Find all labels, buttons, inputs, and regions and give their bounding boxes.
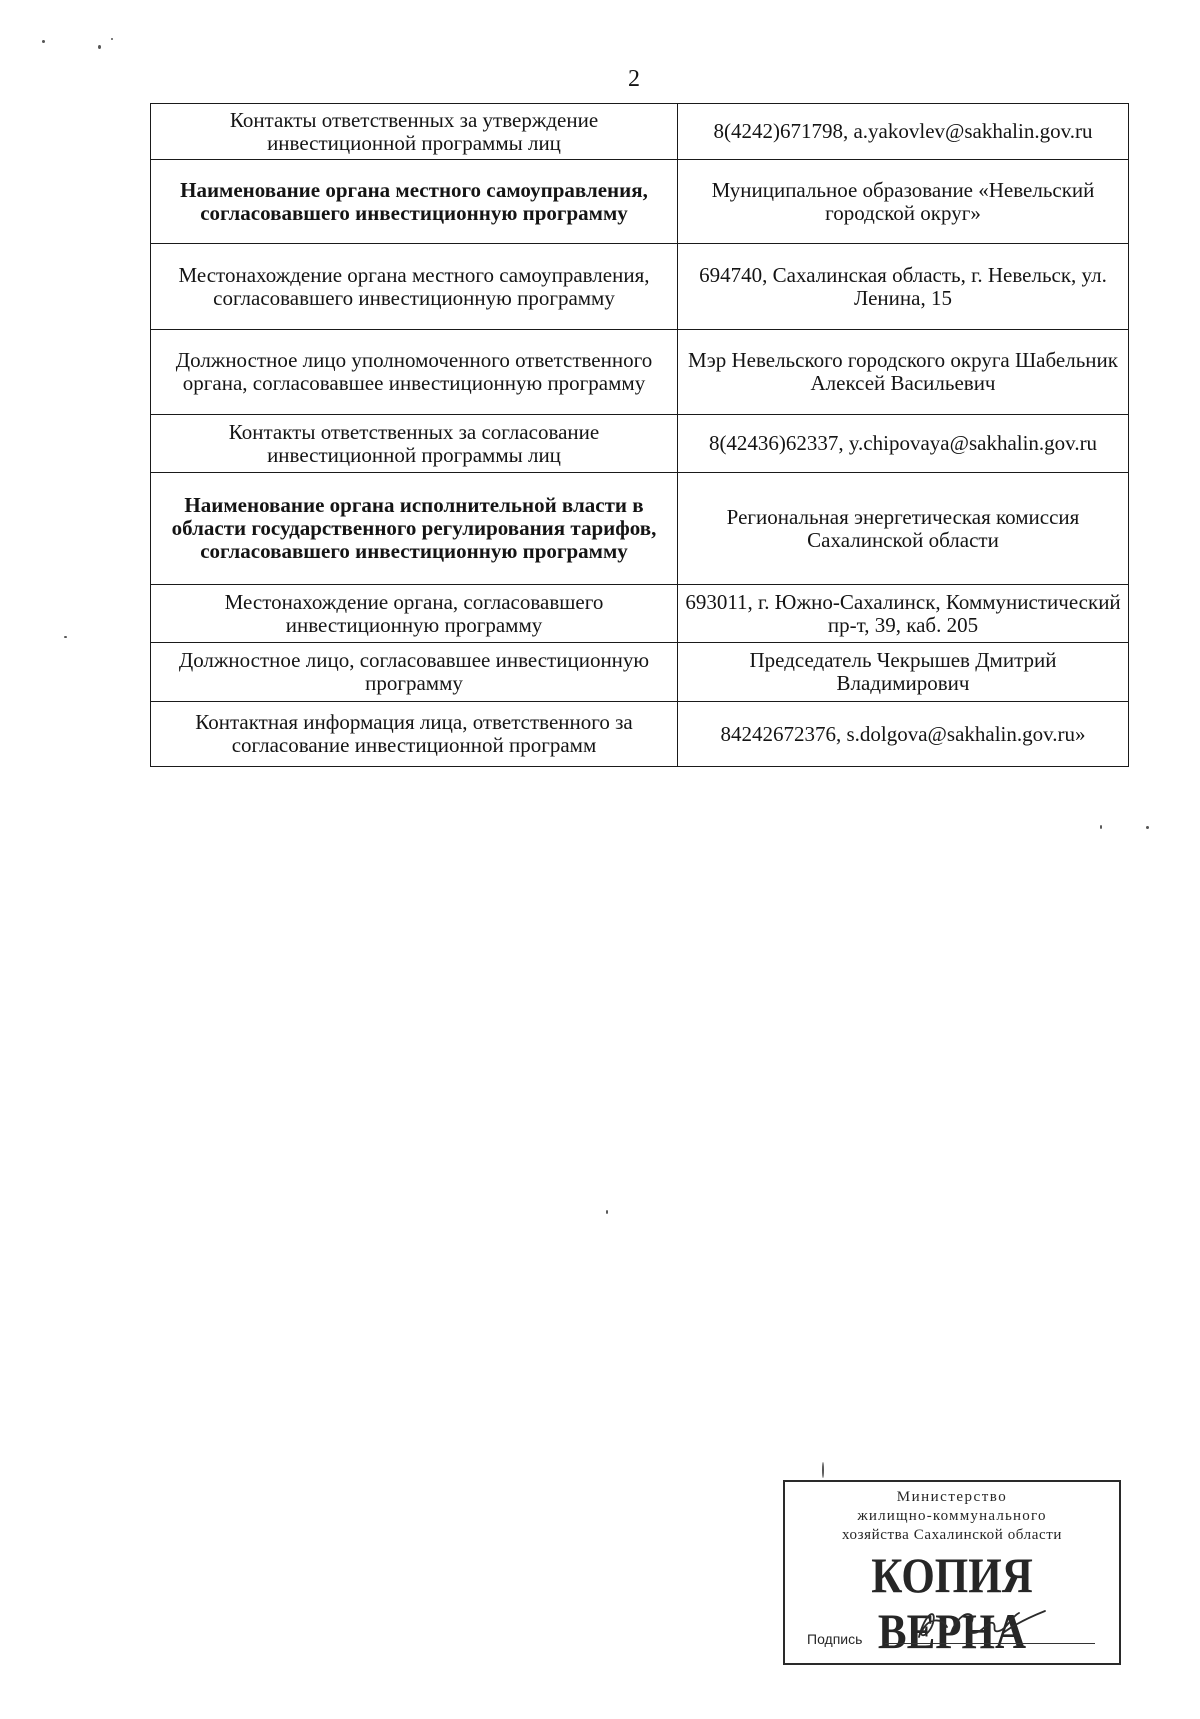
table-row bbox=[151, 330, 1129, 415]
row-label: Контактная информация лица, ответственного за согласование инвестиционной программ bbox=[151, 702, 678, 767]
row-value: Мэр Невельского городского округа Шабельник Алексей Васильевич bbox=[678, 330, 1129, 415]
signature-label: Подпись bbox=[807, 1631, 863, 1647]
row-value: Муниципальное образование «Невельский городской округ» bbox=[678, 160, 1129, 244]
row-label: Контакты ответственных за согласование инвестиционной программы лиц bbox=[151, 415, 678, 473]
stamp-title: КОПИЯ ВЕРНА bbox=[871, 1547, 1033, 1659]
table-row bbox=[151, 244, 1129, 330]
row-value: 8(4242)671798, a.yakovlev@sakhalin.gov.ru bbox=[678, 104, 1129, 160]
scan-speck bbox=[1146, 826, 1149, 829]
row-value: 694740, Сахалинская область, г. Невельск, ул. Ленина, 15 bbox=[678, 244, 1129, 330]
row-label: Должностное лицо, согласовавшее инвестиционную программу bbox=[151, 643, 678, 702]
row-value: Председатель Чекрышев Дмитрий Владимирович bbox=[678, 643, 1129, 702]
table-row bbox=[151, 104, 1129, 160]
row-label: Местонахождение органа, согласовавшего инвестиционную программу bbox=[151, 585, 678, 643]
table-row bbox=[151, 473, 1129, 585]
page-number: 2 bbox=[628, 66, 640, 92]
scan-speck bbox=[64, 636, 67, 638]
stamp-line-ministry: Министерство bbox=[896, 1489, 1008, 1505]
info-table bbox=[150, 103, 1129, 767]
stamp-line-department: жилищно-коммунального bbox=[857, 1508, 1047, 1524]
signature-icon bbox=[907, 1603, 1057, 1645]
scan-speck bbox=[111, 38, 113, 40]
stamp-line-region: хозяйства Сахалинской области bbox=[841, 1527, 1063, 1543]
table-row bbox=[151, 702, 1129, 767]
row-value: Региональная энергетическая комиссия Сахалинской области bbox=[678, 473, 1129, 585]
signature-row bbox=[807, 1607, 1107, 1647]
scan-speck bbox=[98, 45, 101, 49]
row-value: 693011, г. Южно-Сахалинск, Коммунистический пр-т, 39, каб. 205 bbox=[678, 585, 1129, 643]
scan-speck bbox=[42, 40, 45, 43]
scan-speck bbox=[606, 1210, 608, 1214]
certified-copy-stamp bbox=[783, 1480, 1121, 1665]
table-row bbox=[151, 415, 1129, 473]
scan-speck bbox=[822, 1462, 824, 1478]
row-label: Наименование органа местного самоуправления, согласовавшего инвестиционную программу bbox=[151, 160, 678, 244]
row-label: Наименование органа исполнительной власти в области государственного регулирования тарифов, согласовавшего инвестиционную программу bbox=[151, 473, 678, 585]
row-label: Контакты ответственных за утверждение инвестиционной программы лиц bbox=[151, 104, 678, 160]
row-value: 8(42436)62337, y.chipovaya@sakhalin.gov.ru bbox=[678, 415, 1129, 473]
row-label: Местонахождение органа местного самоуправления, согласовавшего инвестиционную программу bbox=[151, 244, 678, 330]
table-row bbox=[151, 585, 1129, 643]
row-label: Должностное лицо уполномоченного ответственного органа, согласовавшее инвестиционную программу bbox=[151, 330, 678, 415]
table-row bbox=[151, 643, 1129, 702]
scan-speck bbox=[1100, 825, 1102, 829]
table-row bbox=[151, 160, 1129, 244]
row-value: 84242672376, s.dolgova@sakhalin.gov.ru» bbox=[678, 702, 1129, 767]
